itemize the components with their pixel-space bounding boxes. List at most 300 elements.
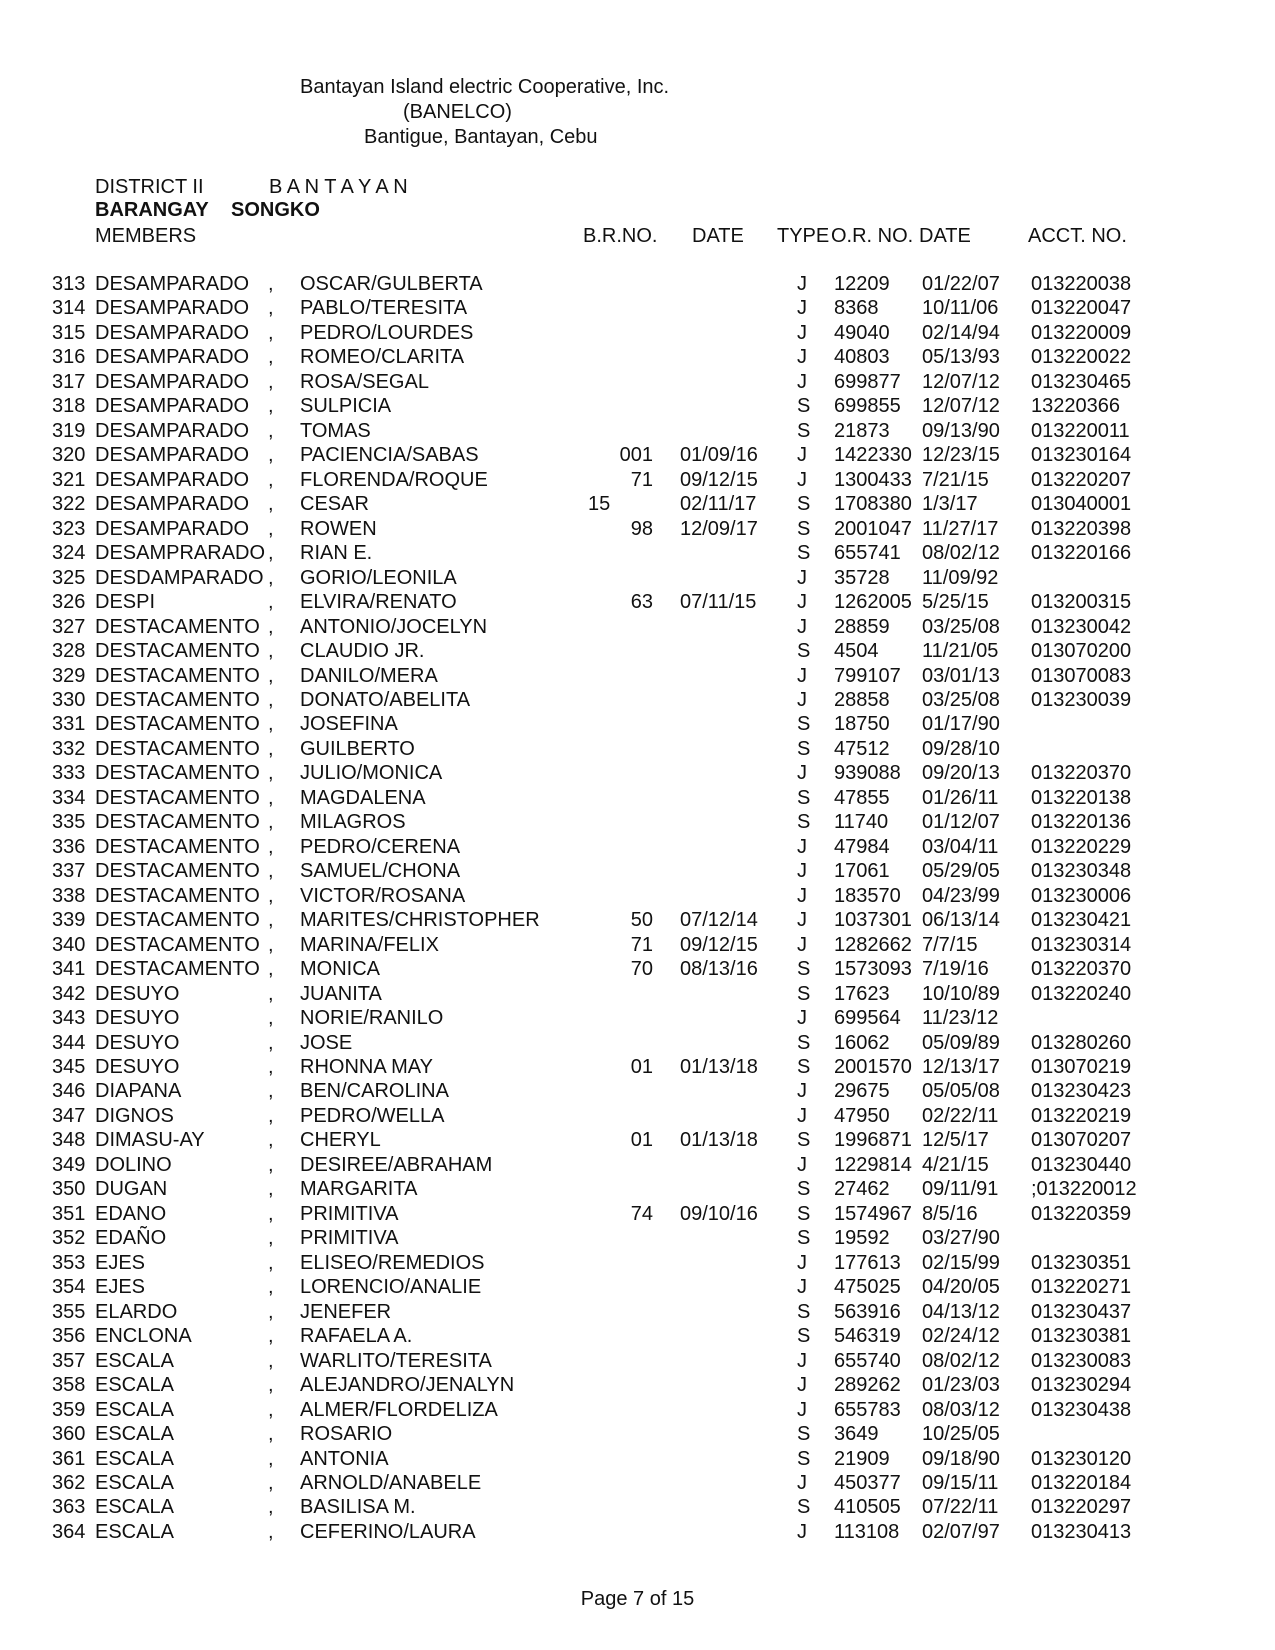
name-separator: , <box>268 1398 274 1421</box>
member-first-names: RHONNA MAY <box>300 1056 433 1078</box>
member-last-name: DESUYO <box>95 1007 180 1030</box>
membership-type: J <box>797 835 807 858</box>
br-number: 98 <box>630 517 653 540</box>
or-number: 47950 <box>834 1104 890 1127</box>
or-number: 21873 <box>834 419 890 442</box>
barangay-name: SONGKO <box>231 199 320 221</box>
or-number: 1229814 <box>834 1153 912 1176</box>
or-date: 01/26/11 <box>922 786 999 809</box>
table-row <box>0 370 1275 394</box>
table-row <box>0 1300 1275 1324</box>
membership-type: S <box>797 419 811 442</box>
member-first-names: JOSE <box>300 1031 353 1054</box>
membership-type: J <box>797 664 807 687</box>
coop-name: Bantayan Island electric Cooperative, Inc. <box>300 76 670 98</box>
br-number: 70 <box>630 958 653 981</box>
row-number: 343 <box>52 1007 86 1030</box>
or-date: 11/09/92 <box>922 566 999 589</box>
membership-type: S <box>797 1325 811 1348</box>
br-date: 09/10/16 <box>680 1202 758 1225</box>
name-separator: , <box>268 273 274 295</box>
or-date: 01/12/07 <box>922 811 1000 834</box>
membership-type: S <box>797 713 811 736</box>
member-first-names: ALEJANDRO/JENALYN <box>300 1374 515 1397</box>
account-number: ;013220012 <box>1031 1178 1137 1201</box>
or-date: 02/07/97 <box>922 1520 1000 1543</box>
or-number: 1422330 <box>834 444 912 467</box>
table-row <box>0 443 1275 467</box>
row-number: 334 <box>52 786 86 809</box>
col-or-no: O.R. NO. <box>831 225 914 247</box>
member-first-names: PEDRO/CERENA <box>300 835 461 858</box>
membership-type: J <box>797 370 807 393</box>
barangay-label: BARANGAY <box>95 199 209 221</box>
member-last-name: ENCLONA <box>95 1325 192 1348</box>
row-number: 351 <box>52 1202 86 1225</box>
member-last-name: DESTACAMENTO <box>95 786 260 809</box>
row-number: 356 <box>52 1325 86 1348</box>
or-number: 1282662 <box>834 933 912 956</box>
table-row <box>0 394 1275 418</box>
or-number: 113108 <box>834 1520 900 1543</box>
table-row <box>0 639 1275 663</box>
member-first-names: MILAGROS <box>300 811 406 834</box>
row-number: 346 <box>52 1080 86 1103</box>
membership-type: J <box>797 860 807 883</box>
member-last-name: DESAMPARADO <box>95 517 250 540</box>
member-last-name: DESTACAMENTO <box>95 762 260 785</box>
table-row <box>0 1495 1275 1519</box>
membership-type: J <box>797 1251 807 1274</box>
membership-type: S <box>797 1031 811 1054</box>
table-row <box>0 1251 1275 1275</box>
membership-type: J <box>797 346 807 369</box>
table-row <box>0 296 1275 320</box>
br-date: 09/12/15 <box>680 468 758 491</box>
membership-type: S <box>797 1496 811 1519</box>
table-row <box>0 541 1275 565</box>
br-number: 71 <box>630 933 653 956</box>
account-number: 013220047 <box>1031 297 1132 320</box>
or-number: 177613 <box>834 1251 901 1274</box>
member-first-names: ANTONIA <box>300 1447 389 1470</box>
member-last-name: DESUYO <box>95 1056 180 1078</box>
name-separator: , <box>268 1374 274 1397</box>
members-list <box>0 272 1275 1544</box>
name-separator: , <box>268 737 274 760</box>
account-number: 013220207 <box>1031 468 1132 491</box>
membership-type: S <box>797 982 811 1005</box>
member-last-name: ESCALA <box>95 1398 174 1421</box>
row-number: 363 <box>52 1496 86 1519</box>
member-last-name: DESAMPRARADO <box>95 542 266 565</box>
col-type: TYPE <box>777 225 830 247</box>
member-first-names: MONICA <box>300 958 380 981</box>
name-separator: , <box>268 1153 274 1176</box>
membership-type: J <box>797 1153 807 1176</box>
col-br-no: B.R.NO. <box>583 225 658 247</box>
or-number: 4504 <box>834 640 879 663</box>
account-number: 013230164 <box>1031 444 1132 467</box>
account-number: 013230381 <box>1031 1325 1132 1348</box>
or-date: 11/23/12 <box>922 1007 999 1030</box>
name-separator: , <box>268 1031 274 1054</box>
table-row <box>0 1349 1275 1373</box>
member-first-names: JOSEFINA <box>300 713 398 736</box>
member-last-name: DESDAMPARADO <box>95 566 264 589</box>
account-number: 013070207 <box>1031 1129 1132 1152</box>
row-number: 333 <box>52 762 86 785</box>
row-number: 350 <box>52 1178 86 1201</box>
name-separator: , <box>268 713 274 736</box>
member-last-name: DESPI <box>95 591 156 614</box>
name-separator: , <box>268 1104 274 1127</box>
member-last-name: DESUYO <box>95 982 180 1005</box>
or-date: 12/07/12 <box>922 395 1000 418</box>
or-number: 29675 <box>834 1080 890 1103</box>
membership-type: S <box>797 1129 811 1152</box>
name-separator: , <box>268 1276 274 1299</box>
or-date: 03/25/08 <box>922 615 1000 638</box>
or-number: 799107 <box>834 664 901 687</box>
or-date: 11/21/05 <box>922 640 999 663</box>
member-last-name: DESTACAMENTO <box>95 640 260 663</box>
member-first-names: RAFAELA A. <box>300 1325 413 1348</box>
or-number: 47984 <box>834 835 890 858</box>
membership-type: S <box>797 542 811 565</box>
or-date: 01/22/07 <box>922 273 1000 295</box>
member-first-names: ANTONIO/JOCELYN <box>300 615 488 638</box>
or-date: 1/3/17 <box>922 493 978 516</box>
or-number: 1996871 <box>834 1129 912 1152</box>
membership-type: J <box>797 688 807 711</box>
row-number: 320 <box>52 444 86 467</box>
or-number: 563916 <box>834 1300 901 1323</box>
member-last-name: DESTACAMENTO <box>95 860 260 883</box>
row-number: 332 <box>52 737 86 760</box>
or-date: 09/28/10 <box>922 737 1000 760</box>
member-last-name: DESTACAMENTO <box>95 713 260 736</box>
br-date: 07/11/15 <box>680 591 757 614</box>
member-first-names: PRIMITIVA <box>300 1227 399 1250</box>
or-date: 11/27/17 <box>922 517 999 540</box>
table-row <box>0 933 1275 957</box>
or-number: 11740 <box>834 811 889 834</box>
table-row <box>0 1006 1275 1030</box>
membership-type: S <box>797 737 811 760</box>
membership-type: J <box>797 273 807 295</box>
member-first-names: ALMER/FLORDELIZA <box>300 1398 498 1421</box>
br-number: 74 <box>630 1202 653 1225</box>
membership-type: S <box>797 1178 811 1201</box>
member-first-names: MARGARITA <box>300 1178 418 1201</box>
member-first-names: SULPICIA <box>300 395 392 418</box>
row-number: 329 <box>52 664 86 687</box>
table-row <box>0 761 1275 785</box>
member-first-names: ELVIRA/RENATO <box>300 591 457 614</box>
or-date: 09/15/11 <box>922 1471 999 1494</box>
or-date: 05/09/89 <box>922 1031 1000 1054</box>
name-separator: , <box>268 297 274 320</box>
membership-type: S <box>797 1447 811 1470</box>
or-date: 12/07/12 <box>922 370 1000 393</box>
or-date: 01/23/03 <box>922 1374 1000 1397</box>
or-date: 08/02/12 <box>922 542 1000 565</box>
or-date: 4/21/15 <box>922 1153 989 1176</box>
member-first-names: ROSARIO <box>300 1423 393 1446</box>
member-last-name: EJES <box>95 1276 146 1299</box>
member-first-names: BEN/CAROLINA <box>300 1080 449 1103</box>
name-separator: , <box>268 640 274 663</box>
or-number: 17623 <box>834 982 890 1005</box>
membership-type: J <box>797 1276 807 1299</box>
br-date: 07/12/14 <box>680 909 758 932</box>
row-number: 347 <box>52 1104 86 1127</box>
account-number: 013230120 <box>1031 1447 1132 1470</box>
name-separator: , <box>268 566 274 589</box>
member-last-name: DESAMPARADO <box>95 370 250 393</box>
account-number: 013070083 <box>1031 664 1132 687</box>
or-date: 05/05/08 <box>922 1080 1000 1103</box>
table-row <box>0 1128 1275 1152</box>
account-number: 013230039 <box>1031 688 1132 711</box>
account-number: 013220398 <box>1031 517 1132 540</box>
membership-type: S <box>797 640 811 663</box>
member-last-name: DESAMPARADO <box>95 297 250 320</box>
row-number: 361 <box>52 1447 86 1470</box>
member-last-name: DUGAN <box>95 1178 168 1201</box>
row-number: 354 <box>52 1276 86 1299</box>
member-first-names: PEDRO/WELLA <box>300 1104 445 1127</box>
name-separator: , <box>268 1251 274 1274</box>
or-number: 546319 <box>834 1325 901 1348</box>
member-first-names: TOMAS <box>300 419 371 442</box>
name-separator: , <box>268 615 274 638</box>
account-number: 013200315 <box>1031 591 1132 614</box>
member-last-name: ESCALA <box>95 1374 174 1397</box>
name-separator: , <box>268 1056 274 1078</box>
or-date: 09/18/90 <box>922 1447 1000 1470</box>
row-number: 317 <box>52 370 86 393</box>
account-number: 013070200 <box>1031 640 1132 663</box>
membership-type: J <box>797 909 807 932</box>
or-date: 03/25/08 <box>922 688 1000 711</box>
row-number: 331 <box>52 713 86 736</box>
or-number: 410505 <box>834 1496 901 1519</box>
member-first-names: OSCAR/GULBERTA <box>300 273 483 295</box>
or-number: 19592 <box>834 1227 890 1250</box>
or-date: 7/21/15 <box>922 468 989 491</box>
member-first-names: ELISEO/REMEDIOS <box>300 1251 485 1274</box>
member-last-name: EJES <box>95 1251 146 1274</box>
row-number: 341 <box>52 958 86 981</box>
member-first-names: BASILISA M. <box>300 1496 416 1519</box>
account-number: 013230348 <box>1031 860 1132 883</box>
member-last-name: DIAPANA <box>95 1080 182 1103</box>
membership-type: J <box>797 591 807 614</box>
name-separator: , <box>268 884 274 907</box>
member-last-name: DESTACAMENTO <box>95 737 260 760</box>
or-number: 1262005 <box>834 591 912 614</box>
membership-type: J <box>797 321 807 344</box>
table-row <box>0 1324 1275 1348</box>
member-last-name: DESAMPARADO <box>95 444 250 467</box>
table-row <box>0 1275 1275 1299</box>
row-number: 345 <box>52 1056 86 1078</box>
member-last-name: DESAMPARADO <box>95 493 250 516</box>
or-number: 35728 <box>834 566 890 589</box>
table-row <box>0 1447 1275 1471</box>
or-number: 28859 <box>834 615 890 638</box>
name-separator: , <box>268 1423 274 1446</box>
member-last-name: ESCALA <box>95 1423 174 1446</box>
row-number: 335 <box>52 811 86 834</box>
row-number: 338 <box>52 884 86 907</box>
membership-type: J <box>797 762 807 785</box>
name-separator: , <box>268 982 274 1005</box>
member-last-name: DESAMPARADO <box>95 273 250 295</box>
member-last-name: DIMASU-AY <box>95 1129 205 1152</box>
member-first-names: WARLITO/TERESITA <box>300 1349 492 1372</box>
name-separator: , <box>268 468 274 491</box>
account-number: 013230438 <box>1031 1398 1132 1421</box>
br-number: 71 <box>630 468 653 491</box>
member-first-names: GORIO/LEONILA <box>300 566 457 589</box>
name-separator: , <box>268 1496 274 1519</box>
row-number: 349 <box>52 1153 86 1176</box>
or-date: 12/23/15 <box>922 444 1000 467</box>
col-or-date: DATE <box>919 225 971 247</box>
name-separator: , <box>268 370 274 393</box>
account-number: 013280260 <box>1031 1031 1132 1054</box>
membership-type: S <box>797 493 811 516</box>
membership-type: J <box>797 1104 807 1127</box>
member-last-name: DESAMPARADO <box>95 321 250 344</box>
or-number: 475025 <box>834 1276 901 1299</box>
name-separator: , <box>268 860 274 883</box>
table-row <box>0 1177 1275 1201</box>
or-number: 450377 <box>834 1471 901 1494</box>
or-date: 10/11/06 <box>922 297 999 320</box>
or-date: 08/03/12 <box>922 1398 1000 1421</box>
or-date: 09/13/90 <box>922 419 1000 442</box>
row-number: 318 <box>52 395 86 418</box>
membership-type: J <box>797 884 807 907</box>
member-first-names: ROMEO/CLARITA <box>300 346 465 369</box>
br-date: 09/12/15 <box>680 933 758 956</box>
account-number: 013220271 <box>1031 1276 1132 1299</box>
member-last-name: DESTACAMENTO <box>95 958 260 981</box>
row-number: 327 <box>52 615 86 638</box>
row-number: 314 <box>52 297 86 320</box>
or-date: 12/13/17 <box>922 1056 1000 1078</box>
name-separator: , <box>268 958 274 981</box>
membership-type: J <box>797 615 807 638</box>
table-row <box>0 1055 1275 1079</box>
district-name: B A N T A Y A N <box>269 176 408 198</box>
account-number: 013220022 <box>1031 346 1132 369</box>
name-separator: , <box>268 811 274 834</box>
account-number: 013220229 <box>1031 835 1132 858</box>
row-number: 360 <box>52 1423 86 1446</box>
member-last-name: DESTACAMENTO <box>95 933 260 956</box>
or-number: 3649 <box>834 1423 879 1446</box>
member-last-name: DESTACAMENTO <box>95 909 260 932</box>
member-last-name: DESTACAMENTO <box>95 811 260 834</box>
member-last-name: DESUYO <box>95 1031 180 1054</box>
membership-type: S <box>797 1227 811 1250</box>
or-number: 655740 <box>834 1349 901 1372</box>
account-number: 013220038 <box>1031 273 1132 295</box>
row-number: 340 <box>52 933 86 956</box>
membership-type: J <box>797 1398 807 1421</box>
table-row <box>0 737 1275 761</box>
or-date: 12/5/17 <box>922 1129 989 1152</box>
or-number: 21909 <box>834 1447 890 1470</box>
member-last-name: ESCALA <box>95 1496 174 1519</box>
row-number: 339 <box>52 909 86 932</box>
membership-type: J <box>797 1374 807 1397</box>
account-number: 013220359 <box>1031 1202 1132 1225</box>
or-date: 10/10/89 <box>922 982 1000 1005</box>
coop-abbrev: (BANELCO) <box>403 101 512 123</box>
row-number: 357 <box>52 1349 86 1372</box>
or-date: 09/20/13 <box>922 762 1000 785</box>
account-number: 013230042 <box>1031 615 1132 638</box>
member-first-names: PRIMITIVA <box>300 1202 399 1225</box>
membership-type: J <box>797 468 807 491</box>
row-number: 353 <box>52 1251 86 1274</box>
row-number: 322 <box>52 493 86 516</box>
or-number: 18750 <box>834 713 890 736</box>
account-number: 013230465 <box>1031 370 1132 393</box>
table-row <box>0 1422 1275 1446</box>
or-number: 12209 <box>834 273 890 295</box>
br-date: 08/13/16 <box>680 958 758 981</box>
member-last-name: DIGNOS <box>95 1104 174 1127</box>
membership-type: S <box>797 517 811 540</box>
or-date: 02/14/94 <box>922 321 1000 344</box>
member-last-name: DESAMPARADO <box>95 346 250 369</box>
account-number: 013220370 <box>1031 958 1132 981</box>
name-separator: , <box>268 1007 274 1030</box>
account-number: 013230083 <box>1031 1349 1132 1372</box>
member-first-names: MARINA/FELIX <box>300 933 439 956</box>
membership-type: J <box>797 1520 807 1543</box>
member-last-name: DESTACAMENTO <box>95 835 260 858</box>
account-number: 013230423 <box>1031 1080 1132 1103</box>
row-number: 336 <box>52 835 86 858</box>
account-number: 013220219 <box>1031 1104 1132 1127</box>
br-number: 01 <box>630 1056 653 1078</box>
or-number: 2001570 <box>834 1056 912 1078</box>
row-number: 326 <box>52 591 86 614</box>
or-date: 03/04/11 <box>922 835 999 858</box>
member-last-name: ESCALA <box>95 1471 174 1494</box>
name-separator: , <box>268 1349 274 1372</box>
table-row <box>0 1104 1275 1128</box>
br-number: 63 <box>630 591 653 614</box>
account-number: 013230006 <box>1031 884 1132 907</box>
table-row <box>0 810 1275 834</box>
membership-type: J <box>797 1007 807 1030</box>
br-number: 50 <box>630 909 653 932</box>
or-date: 07/22/11 <box>922 1496 999 1519</box>
br-date: 01/09/16 <box>680 444 758 467</box>
member-first-names: SAMUEL/CHONA <box>300 860 461 883</box>
account-number: 013230421 <box>1031 909 1132 932</box>
membership-type: J <box>797 1471 807 1494</box>
